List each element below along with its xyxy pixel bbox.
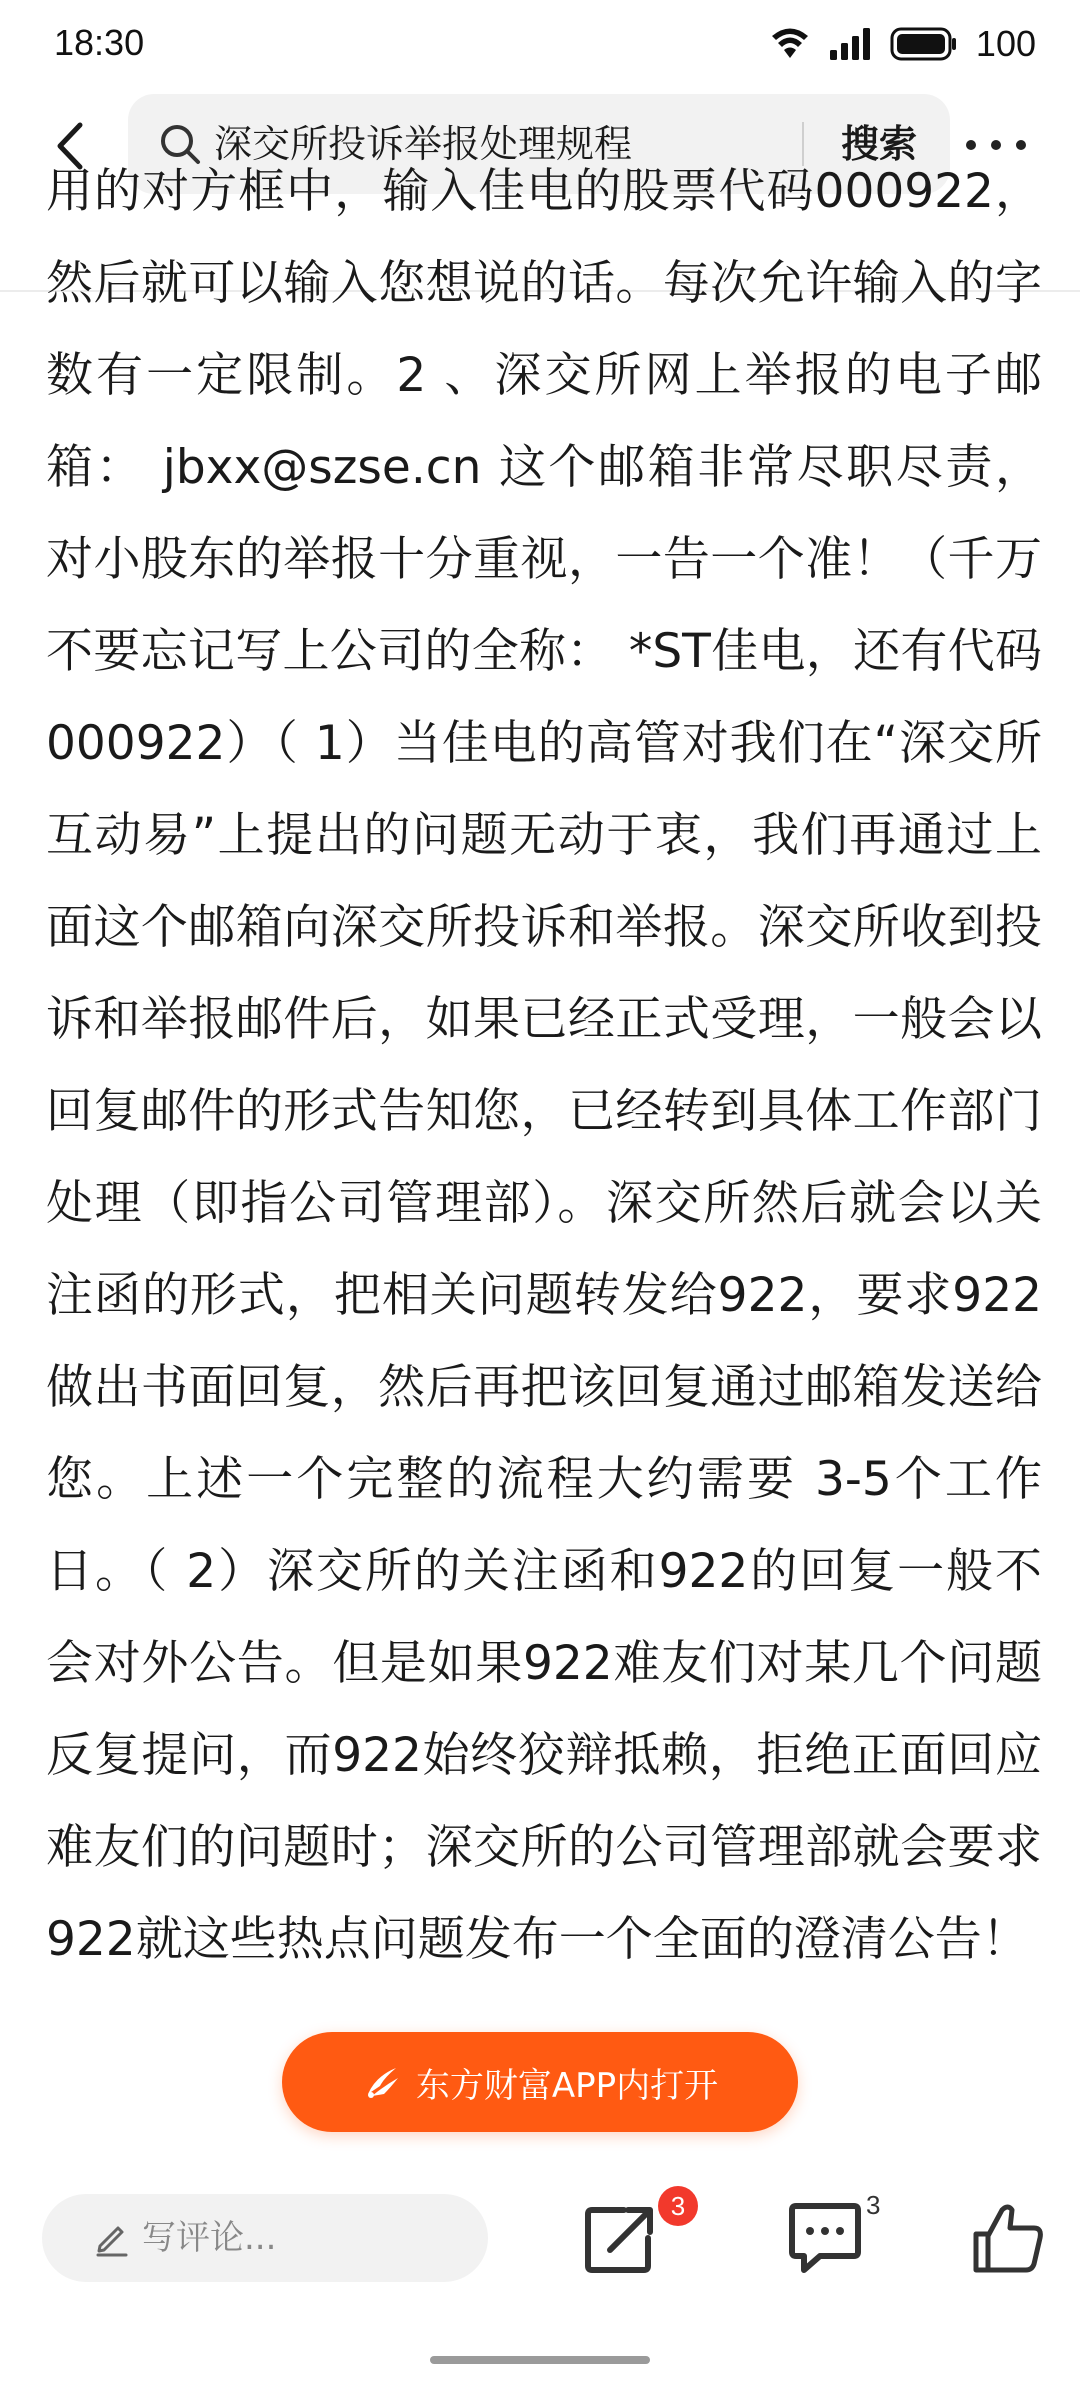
- bottom-action-bar: [0, 2166, 1080, 2316]
- search-query[interactable]: 深交所投诉举报处理规程: [214, 122, 633, 166]
- comment-input[interactable]: [42, 2194, 488, 2282]
- open-in-app-label: 东方财富APP内打开: [415, 2065, 719, 2106]
- status-icons: [770, 22, 1036, 66]
- share-icon[interactable]: [580, 2198, 660, 2278]
- article-text: 用的对方框中，输入佳电的股票代码000922，然后就可以输入您想说的话。每次允许输入的字数有一定限制。2 、深交所网上举报的电子邮箱： jbxx@szse.cn 这个邮箱非常尽职尽责，对小股东的举报十分重视，一告一个准！（千万不要忘记写上公司的全称： *ST佳电，还有代码 000922）（ 1）当佳电的高管对我们在“深交所互动易”上提出的问题无动于衷，我们再通过上面这个邮箱向深交所投诉和举报。深交所收到投诉和举报邮件后，如果已经正式受理，一般会以回复邮件的形式告知您，已经转到具体工作部门处理（即指公司管理部）。深交所然后就会以关注函的形式，把相关问题转发给922，要求922做出书面回复，然后再把该回复通过邮箱发送给您。上述一个完整的流程大约需要 3-5个工作日。（ 2）深交所的关注函和922的回复一般不会对外公告。但是如果922难友们对某几个问题反复提问，而922始终狡辩抵赖，拒绝正面回应难友们的问题时；深交所的公司管理部就会要求922就这些热点问题发布一个全面的澄清公告！: [46, 164, 1042, 1967]
- comment-count: 3: [866, 2190, 881, 2220]
- pencil-icon: [92, 2218, 132, 2258]
- battery-icon: [890, 27, 958, 61]
- open-in-app-button[interactable]: [282, 2032, 798, 2132]
- status-time: 18:30: [54, 22, 145, 63]
- comment-placeholder: 写评论...: [142, 2218, 277, 2258]
- signal-icon: [828, 28, 872, 60]
- share-badge: 3: [658, 2186, 698, 2226]
- wifi-icon: [770, 28, 810, 60]
- battery-level: 100: [975, 23, 1036, 64]
- article-viewport[interactable]: [0, 164, 1080, 2166]
- comment-icon[interactable]: [786, 2202, 864, 2276]
- eastmoney-logo-icon: [362, 2062, 402, 2102]
- home-indicator[interactable]: [430, 2356, 650, 2364]
- search-button[interactable]: 搜索: [840, 122, 917, 166]
- status-bar: [0, 0, 1080, 90]
- thumbs-up-icon[interactable]: [968, 2198, 1048, 2278]
